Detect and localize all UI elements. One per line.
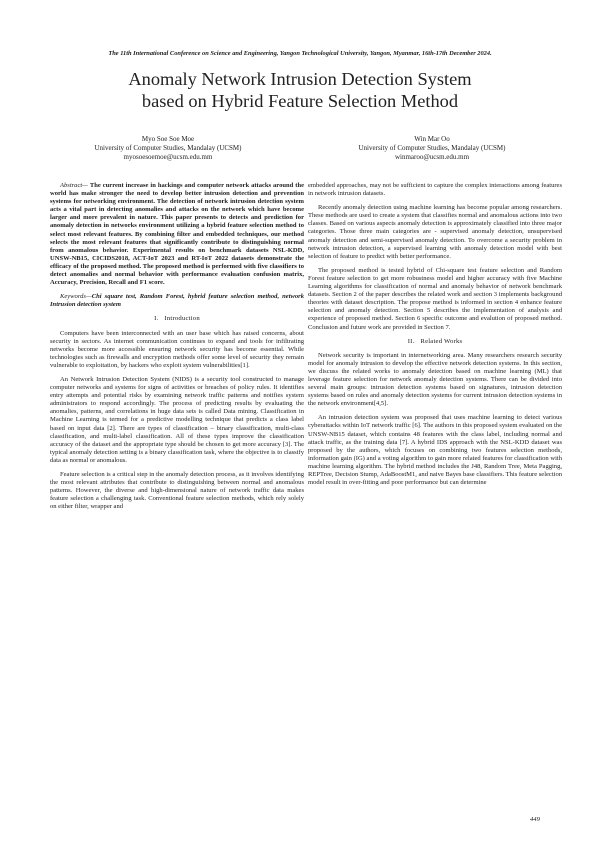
body-paragraph: The proposed method is tested hybrid of Chi-square test feature selection and Random Forest feature selection to get more robustness model and higher accuracy with five Machine Learning algorithms for classification of normal and anomaly behavior of network benchmark datasets. Section 2 of the paper describes the related work and section 3 implements background theories with dataset description. The propose method is informed in section 4 enhance feature selection and anomaly detection. Section 5 describes the implementation of analysis and experience of proposed method. Section 6 specific outcome and evalution of proposed method. Conclusion and future work are provided in Section 7. [308,266,562,331]
author-affiliation: University of Computer Studies, Mandalay (UCSM) [358,144,506,152]
body-paragraph: An intrusion detection system was proposed that uses machine learning to detect various cyberattacks within IoT network traffic [6]. The authors in this proposed system evaluated on the UNSW-NB15 dataset, which contains 48 features with the class label, including normal and attack traffic, as the training data [7]. A hybrid IDS approach with the NSL-KDD dataset was proposed by the authors, which focuses on combining two features selection methods, information gain (IG) and a voting algorithm to gain more related features for classification with machine learning algorithm. The hybrid method includes the J48, Random Tree, Meta Pagging, REPTree, Decision Stump, AdaBoostM1, and naive Bayes base classifiers. This feature selection model result in over-fitting and poor performance but can determine [308,414,563,487]
conference-header: The 11th International Conference on Science and Engineering, Yangon Technological University, Yangon, Myanmar, 16th-17th December 2024. [108,50,492,57]
title-line-1: Anomaly Network Intrusion Detection System [128,69,472,89]
body-paragraph: embedded approaches, may not be sufficient to capture the complex interactions among features in network intrusion datasets. [308,182,562,198]
abstract-label: Abstract— [60,182,89,189]
author-block-2 [322,135,542,162]
left-column [50,182,304,517]
right-column [308,182,562,493]
section-heading-introduction: I. Introduction [154,315,200,323]
body-paragraph: Network security is important in internetworking area. Many researchers research security model for anomaly intrusion to develop the effective network detection systems. In this section, we discuss the related works to anomaly detection based on machine learning (ML) that leverage feature selection for network anomaly detection systems. There can be divided into several main groups: intrusion detection systems based on signatures, intrusion detection systems based on rules and anomaly detection systems for current intrusion detection systems in the network environment[4,5]. [308,351,562,408]
author-email: myosoesoemoe@ucsm.edu.mm [123,153,213,161]
page-number: 449 [530,816,540,823]
section-heading-related-works: II. Related Works [407,337,463,345]
abstract-text: The current increase in hackings and computer network attacks around the world has make stronger the need to develop better intrusion detection and prevention systems for networking environment. The detection of network intrusion detection system acts a vital part in detecting anomalies and attacks on the network which have become larger and more prevalent in nature. This paper presents to detects and prediction for anomaly detection in networks environment utilizing a hybrid feature selection method to select most relevant features. By combining filter and embedded techniques, our method selects the most relevant features that significantly contribute to distinguishing normal from anomalous behavior. Experimental results on benchmark datasets NSL-KDD, UNSW-NB15, CICIDS2018, ACT-IoT 2023 and RT-IoT 2022 datasets demonstrate the efficacy of the proposed method. The proposed method is performed with five classifiers to detect anomalies and normal behavior with performance evaluation confusion matrix, Accuracy, Precision, Recall and F1 score. [50,182,304,287]
abstract [50,182,304,287]
title-line-2: based on Hybrid Feature Selection Method [141,91,459,111]
body-paragraph: Computers have been interconnected with an user base which has raised concerns, about security in sectors. As internet communication continues to expand and tools for infiltrating networks become more accessible ensuring network security has become essential. While technologies such as firewalls and encryption methods offer some level of security they remain vulnerable to exploitation, by hackers who exploit system vulnerabilities[1]. [50,329,304,369]
keywords [50,293,304,309]
keywords-label: Keywords— [60,293,92,301]
body-paragraph: An Network Intrusion Detection System (NIDS) is a security tool constructed to manage computer networks and systems for signs of activities or breaches of policy rules. It identifies entry attempts and potential risks by examining network traffic patterns and notifies system administrators to respond accordingly. The process of predicting results by evaluating the anomalies, patterns, and correlations in huge data sets is called Data mining. Classification in Machine Learning is termed for a predictive modelling technique that predicts a class label based on input data [2]. There are types of classification – binary classification, multi-class classification, and multi-label classification. All of these types improve the classification accuracy of the dataset and the appropriate type should be chosen to get more accuracy [3]. The typical anomaly detection setting is a binary classification task, where the objective is to classify data as normal or anomalous. [50,375,304,464]
author-affiliation: University of Computer Studies, Mandalay (UCSM) [94,144,242,152]
author-name: Win Mar Oo [414,135,450,143]
keywords-text: Chi square test, Random Forest, hybrid feature selection method, network Intrusion detection system [50,293,304,309]
body-paragraph: Feature selection is a critical step in the anomaly detection process, as it involves identifying the most relevant attributes that contribute to distinguishing between normal and anomalous patterns. However, the diverse and high-dimensional nature of network traffic data makes feature selection a challenging task. Conventional feature selection methods, which rely solely on either filter, wrapper and [50,471,304,511]
author-email: winmaroo@ucsm.edu.mm [394,153,470,161]
author-block-1 [58,135,278,162]
author-name: Myo Soe Soe Moe [141,135,195,143]
body-paragraph: Recently anomaly detection using machine learning has become popular among researchers. These methods are used to create a system that classifies normal and anomalous actions into two classes. Based on various aspects anomaly detection is approximately classified into three major categories. Those three main categories are - supervised anomaly detection, unsupervised anomaly detection and semi-supervised anomaly detection. To overcome a security problem in network intrusion detection, a supervised learning with anomaly detection model with best selection of feature to predict with better performance. [308,204,562,260]
paper-title [40,68,560,112]
